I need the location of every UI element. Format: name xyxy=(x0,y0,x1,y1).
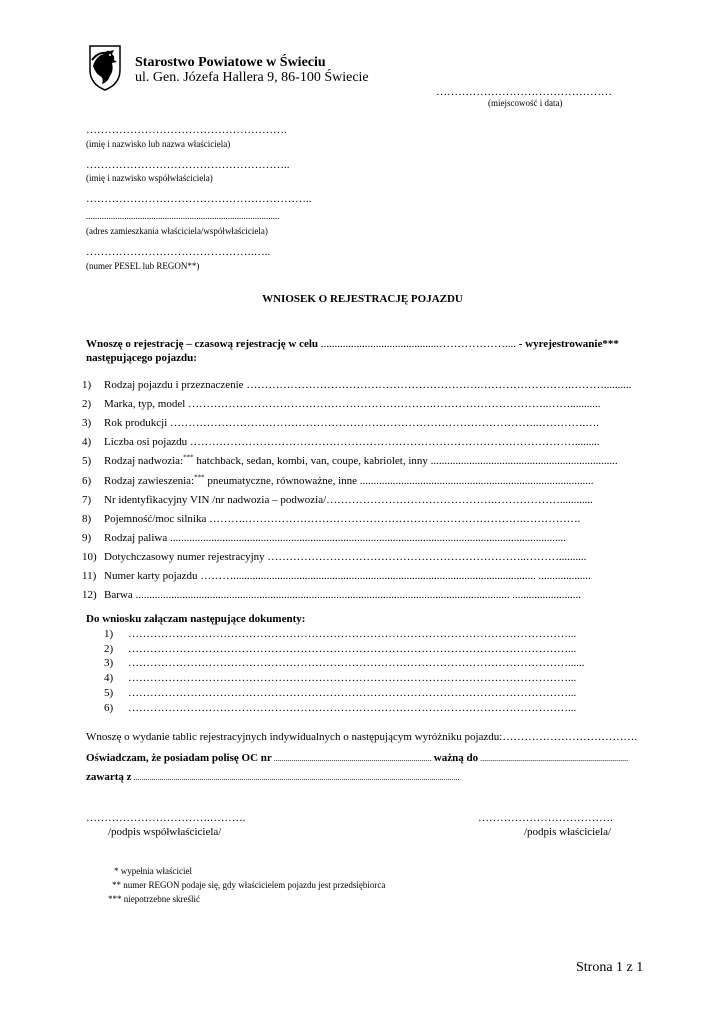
coowner-signature-dots: …………………………….………. xyxy=(86,812,246,824)
attachment-dots: …………………………………………………………………………………………………………... xyxy=(128,686,577,699)
page-number: Strona 1 z 1 xyxy=(576,960,644,975)
address-label: (adres zamieszkania właściciela/współwłaściciela) xyxy=(86,226,268,236)
vehicle-item-text: Pojemność/moc silnika ……….………………………………………………………………….……………. xyxy=(104,512,581,525)
vehicle-item xyxy=(82,455,618,467)
insurance-text-b: ważną do xyxy=(433,752,479,764)
attachment-number: 4) xyxy=(104,672,114,685)
insurance-dots-1: ............................................................................... xyxy=(271,754,434,763)
vehicle-item xyxy=(82,472,594,487)
attachment-number: 2) xyxy=(104,642,114,655)
pesel-label: (numer PESEL lub REGON**) xyxy=(86,261,200,271)
vehicle-item-number: 9) xyxy=(82,531,92,544)
attachment-item xyxy=(104,657,585,669)
vehicle-item-number: 12) xyxy=(82,589,97,602)
pesel-dots: ……………………………………….….. xyxy=(86,246,271,258)
vehicle-item-number: 3) xyxy=(82,417,92,430)
vehicle-item-options: pneumatyczne, równoważne, inne ..................................................................................... xyxy=(204,474,594,487)
vehicle-item-text: Marka, typ, model ………………………………………………………….…………………………..……........... xyxy=(104,398,601,411)
insurance-dots-3: ................................................................................................................................................................... xyxy=(131,773,460,782)
vehicle-item xyxy=(82,436,600,448)
attachments-heading: Do wniosku załączam następujące dokumenty: xyxy=(86,613,306,625)
attachment-number: 1) xyxy=(104,628,114,640)
insurance-text-a: Oświadczam, że posiadam polisę OC nr xyxy=(86,752,272,764)
footnote-3: *** niepotrzebne skreślić xyxy=(108,894,200,904)
attachment-dots: …………………………………………………………………………………………………………... xyxy=(128,672,577,685)
coowner-name-dots: ……………………………………………….. xyxy=(86,159,290,171)
vehicle-item xyxy=(82,379,631,391)
owner-name-dots: ………………………………………………. xyxy=(86,124,287,136)
attachment-dots: …………………………………………………………………………………………………………...... xyxy=(128,657,585,670)
place-date-dots: ………………………………………… xyxy=(436,86,612,98)
request-dots: ...........................................……………….... xyxy=(318,338,519,350)
coowner-signature-label: /podpis współwłaściciela/ xyxy=(108,826,222,838)
vehicle-item-text: Rodzaj pojazdu i przeznaczenie ……………………………………………………….…………………….……….......... xyxy=(104,379,632,391)
vehicle-item xyxy=(82,589,581,601)
attachment-item xyxy=(104,687,576,699)
vehicle-item-number: 1) xyxy=(82,379,92,391)
vehicle-item-number: 11) xyxy=(82,570,97,582)
vehicle-item-text: Rodzaj zawieszenia: xyxy=(104,474,195,487)
address-dots-1: …………………………………………………….. xyxy=(86,193,312,205)
office-address: ul. Gen. Józefa Hallera 9, 86-100 Świecie xyxy=(135,70,369,85)
vehicle-item xyxy=(82,398,601,410)
attachment-item xyxy=(104,643,576,655)
vehicle-item-text: Rodzaj paliwa ................................................................................................................................................ xyxy=(104,531,566,544)
attachment-item xyxy=(104,672,576,684)
vehicle-item-options: hatchback, sedan, kombi, van, coupe, kabriolet, inny .................................................................... xyxy=(193,455,618,468)
request-text-b: - wyrejestrowanie*** xyxy=(518,338,619,350)
vehicle-item-number: 4) xyxy=(82,436,92,449)
coowner-name-label: (imię i nazwisko współwłaściciela) xyxy=(86,173,213,183)
vehicle-item-number: 10) xyxy=(82,550,97,563)
vehicle-item-number: 5) xyxy=(82,455,92,468)
footnote-1: * wypełnia właściciel xyxy=(114,866,192,876)
insurance-text-c: zawartą z xyxy=(86,771,132,783)
attachment-dots: …………………………………………………………………………………………………………... xyxy=(128,642,577,655)
vehicle-item-footnote-mark: *** xyxy=(194,472,205,481)
attachment-number: 6) xyxy=(104,701,114,714)
vehicle-item xyxy=(82,417,599,429)
insurance-dots-2: .......................................................................... xyxy=(478,754,629,763)
vehicle-item-text: Rodzaj nadwozia: xyxy=(104,455,184,468)
owner-signature-label: /podpis właściciela/ xyxy=(524,826,612,838)
attachment-item xyxy=(104,702,576,714)
vehicle-item xyxy=(82,551,586,563)
vehicle-item-text: Liczba osi pojazdu ……………………………………………………………………………………………......... xyxy=(104,436,600,449)
vehicle-item-text: Nr identyfikacyjny VIN /nr nadwozia – podwozia/……………………………………….………………............ xyxy=(104,493,593,506)
vehicle-item xyxy=(82,494,593,506)
county-logo xyxy=(84,44,126,92)
vehicle-item xyxy=(82,513,580,525)
attachment-number: 5) xyxy=(104,686,114,699)
form-title: WNIOSEK O REJESTRACJĘ POJAZDU xyxy=(262,293,463,305)
request-line-1 xyxy=(86,338,619,350)
vehicle-item-number: 7) xyxy=(82,493,92,506)
place-date-label: (miejscowość i data) xyxy=(488,98,563,108)
address-dots-2: ...................................................................................... xyxy=(86,211,280,221)
attachment-number: 3) xyxy=(104,657,114,670)
owner-signature-dots: ………………………………. xyxy=(478,812,613,824)
plates-request: Wnoszę o wydanie tablic rejestracyjnych indywidualnych o następującym wyróżniku pojazdu:………………………………. xyxy=(86,731,638,743)
attachment-dots: …………………………………………………………………………………………………………... xyxy=(128,701,577,714)
vehicle-item-text: Dotychczasowy numer rejestracyjny ……………………………………………………………..……….......... xyxy=(104,550,587,563)
vehicle-item-number: 8) xyxy=(82,512,92,525)
vehicle-item-number: 2) xyxy=(82,398,92,411)
request-text-a: Wnoszę o rejestrację – czasową rejestrację w celu xyxy=(86,338,319,350)
vehicle-item-number: 6) xyxy=(82,474,92,487)
insurance-line-2 xyxy=(86,771,460,783)
attachment-dots: …………………………………………………………………………………………………………... xyxy=(128,628,577,640)
insurance-line-1 xyxy=(86,752,628,764)
vehicle-item xyxy=(82,570,591,582)
vehicle-item-text: Rok produkcji ………………………………………………………………………………………..………….…. xyxy=(104,417,599,430)
request-line-2: następującego pojazdu: xyxy=(86,352,197,364)
footnote-2: ** numer REGON podaje się, gdy właścicielem pojazdu jest przedsiębiorca xyxy=(112,880,386,890)
vehicle-item-text: Barwa ........................................................................................................................................ ......................... xyxy=(104,589,581,602)
owner-name-label: (imię i nazwisko lub nazwa właściciela) xyxy=(86,139,231,149)
vehicle-item-footnote-mark: *** xyxy=(183,453,194,462)
attachment-item xyxy=(104,628,576,640)
office-name: Starostwo Powiatowe w Świeciu xyxy=(135,55,326,70)
vehicle-item-text: Numer karty pojazdu ……….............................................................................................................. ................... xyxy=(104,570,591,582)
vehicle-item xyxy=(82,532,566,544)
